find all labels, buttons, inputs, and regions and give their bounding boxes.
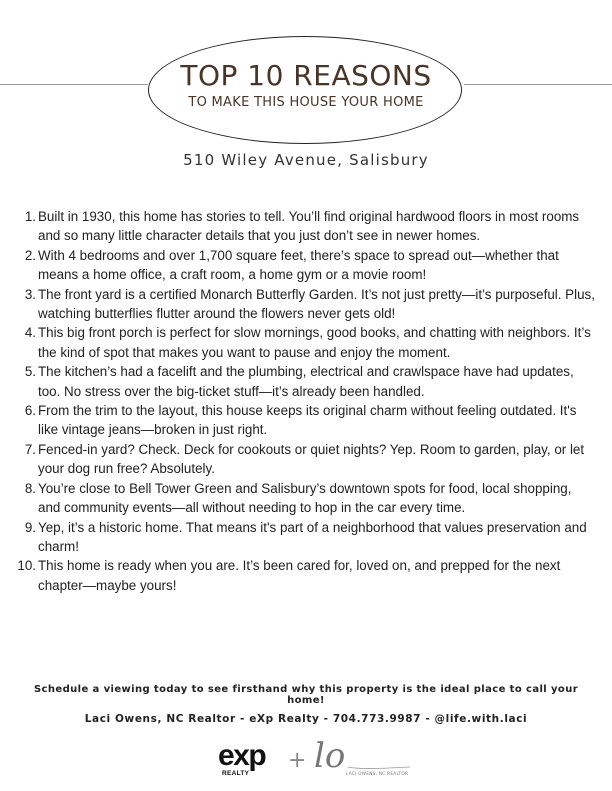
brand-logos xyxy=(214,737,414,781)
agent-contact: Laci Owens, NC Realtor - eXp Realty - 704.773.9987 - @life.with.laci xyxy=(84,713,528,725)
list-item-text: With 4 bedrooms and over 1,700 square feet, there’s space to spread out—whether that means a home office, a craft room, a home gym or a movie room! xyxy=(38,247,559,283)
list-item-number: 6. xyxy=(24,403,36,419)
list-item xyxy=(8,285,596,324)
lo-monogram-logo: lo xyxy=(314,737,346,776)
list-item-number: 5. xyxy=(24,364,36,380)
lo-monogram-flourish xyxy=(348,767,410,769)
list-item-number: 9. xyxy=(24,519,36,535)
list-item-text: Yep, it’s a historic home. That means it's part of a neighborhood that values preservation and charm! xyxy=(38,519,587,554)
list-item-text: From the trim to the layout, this house keeps its original charm without feeling outdated. It's like vintage jeans—broken in just right. xyxy=(38,403,577,438)
list-item xyxy=(8,323,596,362)
list-item-number: 4. xyxy=(24,325,36,341)
call-to-action: Schedule a viewing today to see firsthand why this property is the ideal place to call your home! xyxy=(33,684,579,706)
list-item-text: The front yard is a certified Monarch Butterfly Garden. It’s not just pretty—it’s purposeful. Plus, watching butterflies flutter around the flowers never gets old! xyxy=(38,286,595,322)
list-item-text: The kitchen’s had a facelift and the plumbing, electrical and crawlspace have had updates, too. No stress over the big-ticket stuff—it’s already been handled. xyxy=(38,364,574,399)
list-item xyxy=(8,518,596,557)
page-title: TOP 10 REASONS xyxy=(180,59,432,92)
list-item xyxy=(8,207,596,246)
list-item xyxy=(8,440,596,479)
list-item-text: This home is ready when you are. It’s been cared for, loved on, and prepped for the next chapter—maybe yours! xyxy=(38,558,561,593)
list-item-number: 3. xyxy=(24,286,36,302)
list-item xyxy=(8,556,596,595)
lo-monogram-caption: LACI OWENS, NC REALTOR xyxy=(346,771,409,776)
list-item-number: 1. xyxy=(24,209,36,224)
list-item xyxy=(8,479,596,518)
list-item xyxy=(8,246,596,285)
page-subtitle: TO MAKE THIS HOUSE YOUR HOME xyxy=(188,95,424,110)
list-item-text: You’re close to Bell Tower Green and Salisbury’s downtown spots for food, local shopping, and community events—all without needing to hop in the car every time. xyxy=(38,480,572,516)
list-item-text: Fenced-in yard? Check. Deck for cookouts or quiet nights? Yep. Room to garden, play, or let your dog run free? Absolutely. xyxy=(38,441,585,477)
reasons-list xyxy=(8,207,596,595)
list-item-number: 7. xyxy=(24,441,36,457)
list-item xyxy=(8,362,596,401)
list-item xyxy=(8,401,596,440)
list-item-text: Built in 1930, this home has stories to tell. You’ll find original hardwood floors in most rooms and so many little character details that you just don’t see in newer homes. xyxy=(38,209,580,244)
list-item-number: 2. xyxy=(24,247,36,263)
plus-sign: + xyxy=(288,748,307,773)
list-item-number: 8. xyxy=(24,480,36,496)
property-address: 510 Wiley Avenue, Salisbury xyxy=(183,151,429,169)
list-item-text: This big front porch is perfect for slow mornings, good books, and chatting with neighbors. It’s the kind of spot that makes you want to pause and enjoy the moment. xyxy=(38,325,591,360)
exp-realty-label: REALTY xyxy=(222,770,250,777)
list-item-number: 10. xyxy=(17,558,36,574)
exp-logo: exp xyxy=(218,739,266,772)
